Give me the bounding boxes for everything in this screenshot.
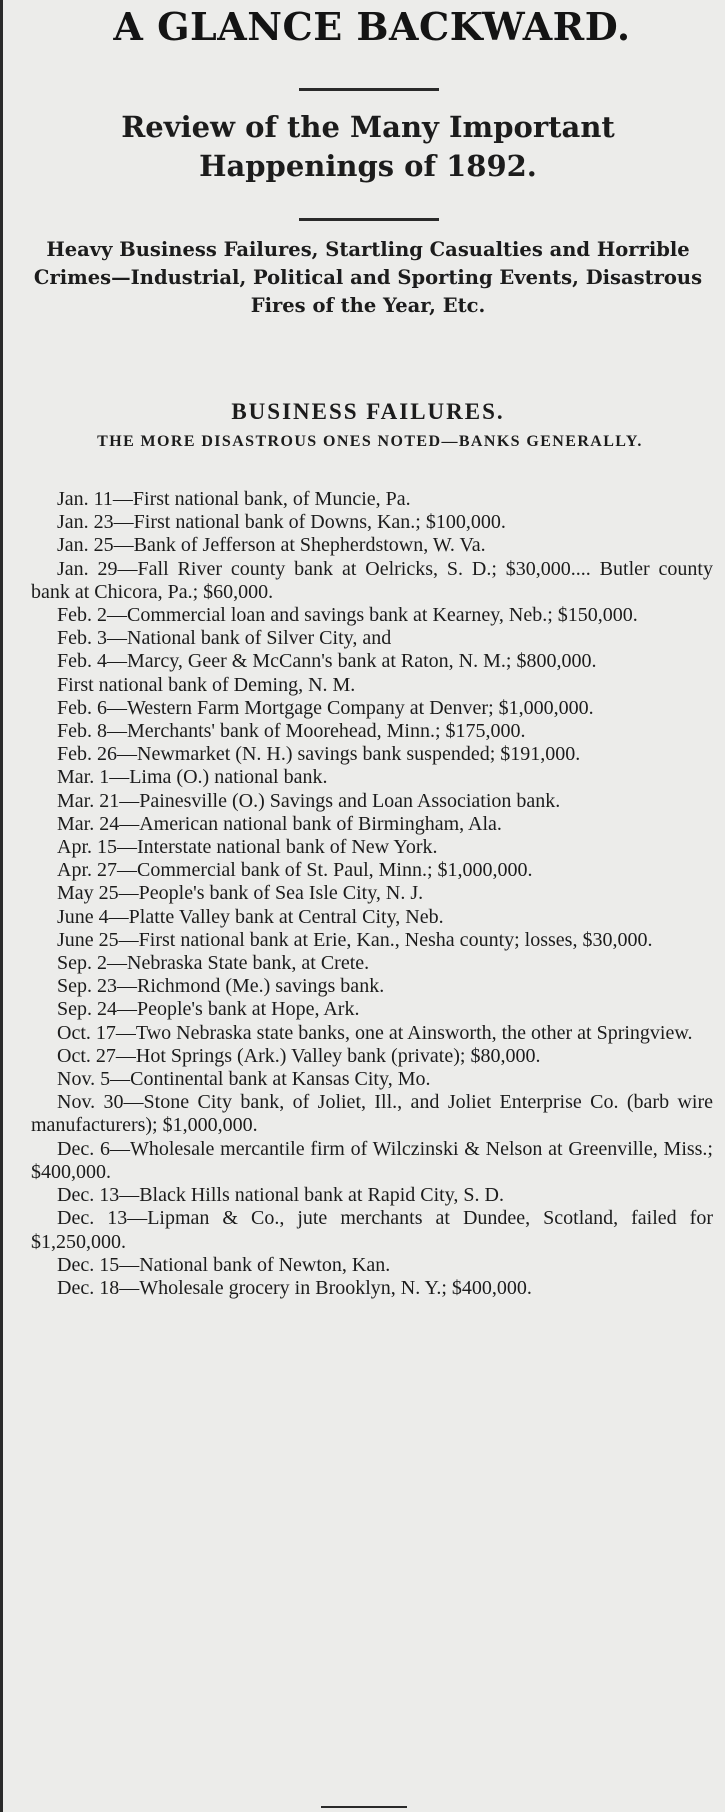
list-item: Jan. 11—First national bank, of Muncie, Pa.	[57, 488, 411, 510]
list-item: Feb. 4—Marcy, Geer & McCann's bank at Raton, N. M.; $800,000.	[57, 650, 597, 673]
list-item: Sep. 2—Nebraska State bank, at Crete.	[57, 952, 370, 975]
list-item: Feb. 8—Merchants' bank of Moorehead, Minn.; $175,000.	[57, 720, 526, 743]
list-item: Apr. 15—Interstate national bank of New York.	[57, 836, 438, 859]
list-item: Feb. 6—Western Farm Mortgage Company at Denver; $1,000,000.	[57, 696, 594, 719]
list-item: Apr. 27—Commercial bank of St. Paul, Minn.; $1,000,000.	[57, 859, 533, 882]
list-item: Oct. 17—Two Nebraska state banks, one at Ainsworth, the other at Springview.	[57, 1021, 693, 1044]
failures-list	[31, 488, 713, 1300]
divider-rule-2	[299, 218, 439, 221]
list-item: June 4—Platte Valley bank at Central City, Neb.	[57, 905, 444, 928]
list-item: Dec. 13—Lipman & Co., jute merchants at Dundee, Scotland, failed for $1,250,000.	[31, 1207, 713, 1253]
section-subtitle: THE MORE DISASTROUS ONES NOTED—BANKS GENERALLY.	[97, 433, 643, 450]
list-item: Oct. 27—Hot Springs (Ark.) Valley bank (private); $80,000.	[57, 1044, 541, 1067]
list-item: Mar. 24—American national bank of Birmingham, Ala.	[57, 812, 502, 835]
deck: Heavy Business Failures, Startling Casualties and Horrible Crimes—Industrial, Political and Sporting Events, Disastrous Fires of the Year, Etc.	[33, 238, 703, 317]
list-item: Mar. 1—Lima (O.) national bank.	[57, 766, 328, 789]
list-item: First national bank of Deming, N. M.	[57, 673, 356, 696]
list-item: Dec. 15—National bank of Newton, Kan.	[57, 1253, 391, 1276]
list-item: May 25—People's bank of Sea Isle City, N. J.	[57, 882, 424, 905]
list-item: Feb. 26—Newmarket (N. H.) savings bank suspended; $191,000.	[57, 743, 581, 766]
list-item: Sep. 24—People's bank at Hope, Ark.	[57, 998, 360, 1021]
list-item: Sep. 23—Richmond (Me.) savings bank.	[57, 975, 385, 998]
divider-rule-1	[299, 88, 439, 91]
end-rule	[321, 1806, 407, 1808]
list-item: Mar. 21—Painesville (O.) Savings and Loan Association bank.	[57, 789, 561, 812]
list-item: June 25—First national bank at Erie, Kan., Nesha county; losses, $30,000.	[57, 928, 653, 951]
list-item: Jan. 25—Bank of Jefferson at Shepherdstown, W. Va.	[57, 534, 486, 557]
section-title: BUSINESS FAILURES.	[231, 399, 505, 424]
list-item: Jan. 23—First national bank of Downs, Kan.; $100,000.	[57, 511, 506, 534]
list-item: Feb. 2—Commercial loan and savings bank at Kearney, Neb.; $150,000.	[57, 604, 638, 627]
list-item: Dec. 18—Wholesale grocery in Brooklyn, N. Y.; $400,000.	[57, 1276, 532, 1299]
list-item: Nov. 5—Continental bank at Kansas City, Mo.	[57, 1068, 431, 1091]
list-item: Nov. 30—Stone City bank, of Joliet, Ill., and Joliet Enterprise Co. (barb wire manufacturers); $1,000,000.	[31, 1091, 713, 1137]
list-item: Dec. 13—Black Hills national bank at Rapid City, S. D.	[57, 1184, 504, 1207]
list-item: Feb. 3—National bank of Silver City, and	[57, 627, 392, 650]
list-item: Dec. 6—Wholesale mercantile firm of Wilczinski & Nelson at Greenville, Miss.; $400,000.	[31, 1137, 713, 1183]
headline: A GLANCE BACKWARD.	[113, 4, 631, 49]
list-item: Jan. 29—Fall River county bank at Oelricks, S. D.; $30,000.... Butler county bank at Chicora, Pa.; $60,000.	[31, 557, 713, 603]
subheadline: Review of the Many Important Happenings of 1892.	[121, 110, 615, 183]
